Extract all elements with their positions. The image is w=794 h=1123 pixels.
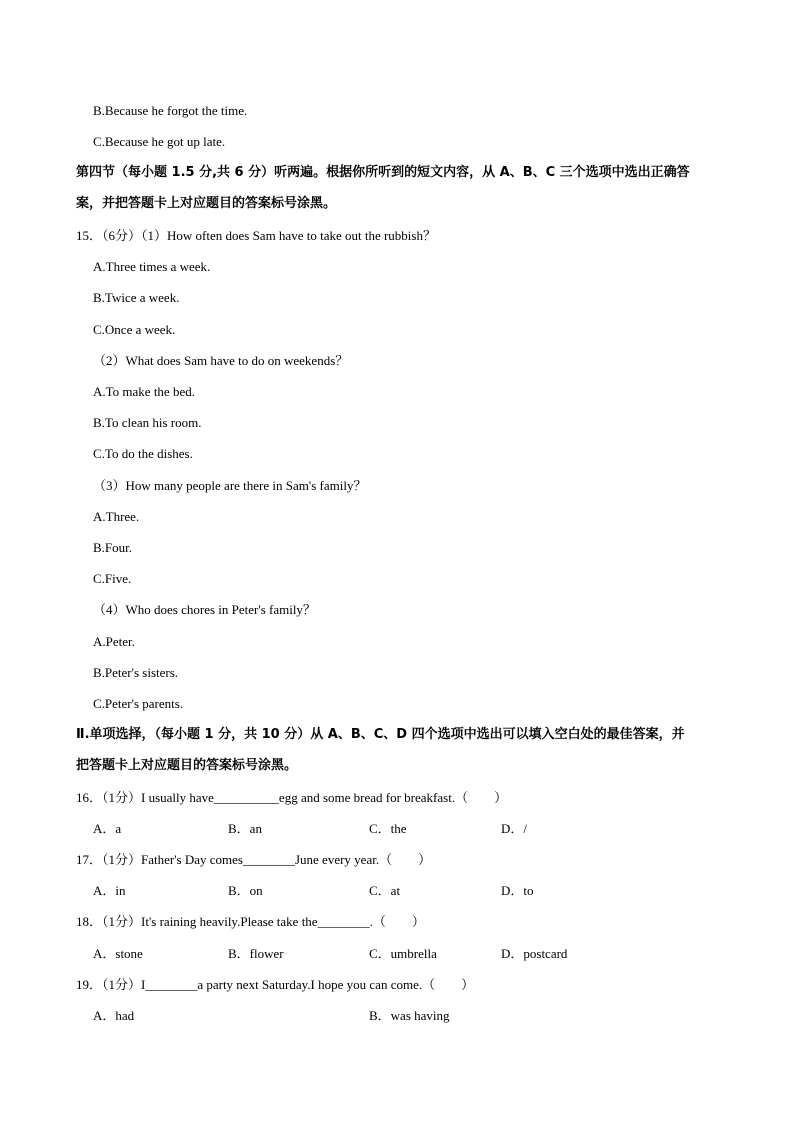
q19-option-b: B．was having [369, 1008, 450, 1023]
q18-option-d: D．postcard [501, 946, 568, 961]
q18-stem: 18．（1分）It's raining heavily.Please take the________.（ ） [76, 914, 425, 929]
q19-option-a: A．had [93, 1008, 135, 1023]
q18-option-c: C．umbrella [369, 946, 437, 961]
q15-1-option-a: A.Three times a week. [93, 259, 211, 274]
part2-heading: Ⅱ.单项选择，（每小题 1 分，共 10 分）从 A、B、C、D 四个选项中选出可以填入空白处的最佳答案，并 [76, 727, 685, 742]
option-b-prev: B.Because he forgot the time. [93, 103, 248, 118]
q17-option-a: A．in [93, 883, 126, 898]
q16-option-d: D．/ [501, 821, 528, 836]
q17-stem: 17．（1分）Father's Day comes________June every year.（ ） [76, 852, 432, 867]
q16-option-c: C．the [369, 821, 407, 836]
q15-3-stem: （3）How many people are there in Sam's family？ [93, 478, 367, 493]
q15-stem: 15．（6分）（1）How often does Sam have to take out the rubbish？ [76, 228, 436, 243]
q15-1-option-c: C.Once a week. [93, 322, 176, 337]
q15-2-option-b: B.To clean his room. [93, 415, 202, 430]
q17-option-d: D．to [501, 883, 534, 898]
q15-4-stem: （4）Who does chores in Peter's family？ [93, 602, 316, 617]
option-c-prev: C.Because he got up late. [93, 134, 226, 149]
section4-heading: 第四节（每小题 1.5 分,共 6 分）听两遍。根据你所听到的短文内容，从 A、B、C 三个选项中选出正确答 [76, 165, 690, 180]
q15-2-option-c: C.To do the dishes. [93, 446, 193, 461]
part2-heading-cont: 把答题卡上对应题目的答案标号涂黑。 [76, 758, 298, 773]
section4-heading-cont: 案，并把答题卡上对应题目的答案标号涂黑。 [76, 196, 337, 211]
q17-option-b: B．on [228, 883, 263, 898]
q15-4-option-c: C.Peter's parents. [93, 696, 184, 711]
q15-3-option-b: B.Four. [93, 540, 133, 555]
q15-2-stem: （2）What does Sam have to do on weekends？ [93, 353, 349, 368]
q18-option-a: A．stone [93, 946, 143, 961]
q15-4-option-a: A.Peter. [93, 634, 135, 649]
q15-4-option-b: B.Peter's sisters. [93, 665, 179, 680]
q16-option-a: A．a [93, 821, 122, 836]
q15-1-option-b: B.Twice a week. [93, 290, 180, 305]
q15-3-option-c: C.Five. [93, 571, 132, 586]
q15-2-option-a: A.To make the bed. [93, 384, 195, 399]
q15-3-option-a: A.Three. [93, 509, 140, 524]
q16-stem: 16．（1分）I usually have__________egg and some bread for breakfast.（ ） [76, 790, 508, 805]
q17-option-c: C．at [369, 883, 401, 898]
q18-option-b: B．flower [228, 946, 284, 961]
q16-option-b: B．an [228, 821, 262, 836]
q19-stem: 19．（1分）I________a party next Saturday.I hope you can come.（ ） [76, 977, 475, 992]
